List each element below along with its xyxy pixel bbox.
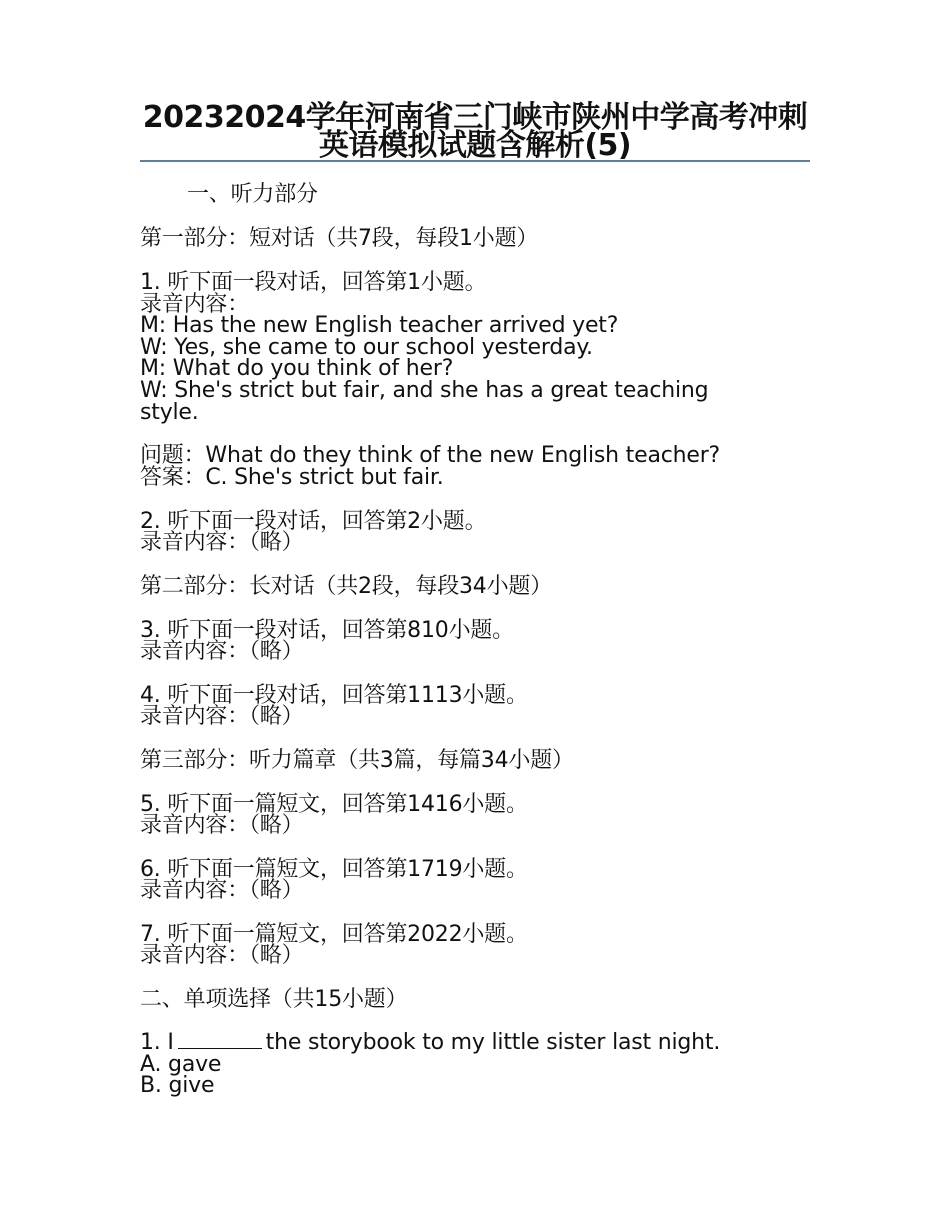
q7-audio: 录音内容：（略） bbox=[140, 943, 304, 968]
q1-answer: 答案：C. She's strict but fair. bbox=[140, 465, 444, 490]
q2-audio: 录音内容：（略） bbox=[140, 530, 304, 555]
q3-audio: 录音内容：（略） bbox=[140, 639, 304, 664]
section-heading-listening: 一、听力部分 bbox=[187, 182, 318, 207]
q3-prompt: 3. 听下面一段对话，回答第810小题。 bbox=[140, 618, 514, 643]
q1-dialog-line: style. bbox=[140, 400, 199, 425]
q6-audio: 录音内容：（略） bbox=[140, 878, 304, 903]
title-underline bbox=[140, 160, 810, 162]
mc1-stem-end: the storybook to my little sister last night. bbox=[265, 1030, 721, 1055]
section-heading-single-choice: 二、单项选择（共15小题） bbox=[140, 987, 408, 1012]
q4-audio: 录音内容：（略） bbox=[140, 704, 304, 729]
part1-heading: 第一部分：短对话（共7段，每段1小题） bbox=[140, 226, 539, 251]
q1-dialog-line: W: She's strict but fair, and she has a great teaching bbox=[140, 378, 709, 403]
q1-dialog-line: M: Has the new English teacher arrived yet? bbox=[140, 313, 619, 338]
q1-question: 问题：What do they think of the new English teacher? bbox=[140, 443, 721, 468]
answer-blank bbox=[178, 1047, 262, 1049]
mc1-stem bbox=[140, 1032, 720, 1054]
q1-prompt: 1. 听下面一段对话，回答第1小题。 bbox=[140, 270, 487, 295]
mc1-option: B. give bbox=[140, 1073, 215, 1098]
part3-heading: 第三部分：听力篇章（共3篇，每篇34小题） bbox=[140, 748, 574, 773]
q1-audio-label: 录音内容： bbox=[140, 292, 250, 317]
q5-audio: 录音内容：（略） bbox=[140, 813, 304, 838]
mc1-stem-start: 1. I bbox=[140, 1030, 174, 1055]
q1-dialog-line: W: Yes, she came to our school yesterday. bbox=[140, 335, 593, 360]
q4-prompt: 4. 听下面一段对话，回答第1113小题。 bbox=[140, 683, 528, 708]
q2-prompt: 2. 听下面一段对话，回答第2小题。 bbox=[140, 509, 487, 534]
part2-heading: 第二部分：长对话（共2段，每段34小题） bbox=[140, 574, 552, 599]
q7-prompt: 7. 听下面一篇短文，回答第2022小题。 bbox=[140, 922, 528, 947]
document-title: 20232024学年河南省三门峡市陕州中学高考冲刺英语模拟试题含解析(5) bbox=[142, 100, 808, 163]
q6-prompt: 6. 听下面一篇短文，回答第1719小题。 bbox=[140, 857, 528, 882]
q5-prompt: 5. 听下面一篇短文，回答第1416小题。 bbox=[140, 792, 528, 817]
q1-dialog-line: M: What do you think of her? bbox=[140, 356, 454, 381]
mc1-option: A. gave bbox=[140, 1052, 222, 1077]
